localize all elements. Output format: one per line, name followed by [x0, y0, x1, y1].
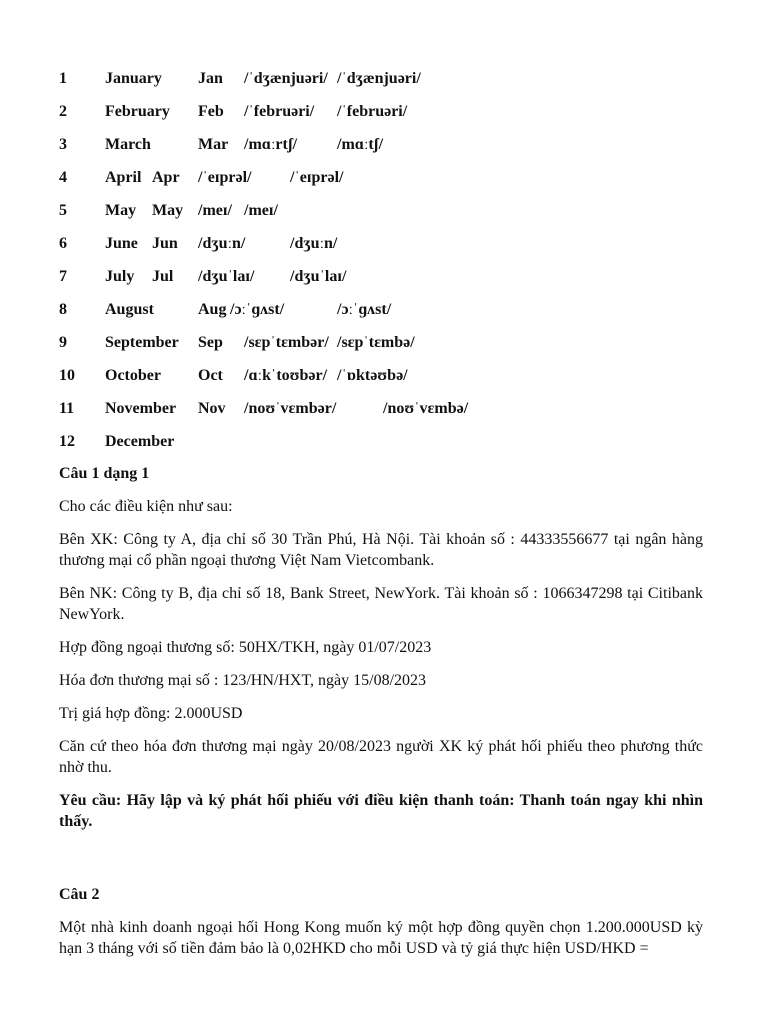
month-abbreviation: Feb: [198, 103, 224, 120]
month-abbreviation: Mar: [198, 136, 229, 153]
month-number: 4: [59, 169, 67, 186]
month-name: September: [105, 334, 179, 351]
month-pronunciation-1: /mɑːrtʃ/: [244, 136, 298, 153]
month-name: December: [105, 433, 175, 450]
month-row: [59, 200, 709, 233]
exercise-content: [59, 463, 703, 971]
month-pronunciation-2: /ɔːˈɡʌst/: [337, 301, 392, 318]
exporter-info: Bên XK: Công ty A, địa chỉ số 30 Trần Phú, Hà Nội. Tài khoản số : 44333556677 tại ngân hàng thương mại cổ phần ngoại thương Việt Nam Vietcombank.: [59, 531, 703, 569]
month-row: [59, 167, 709, 200]
month-number: 8: [59, 301, 67, 318]
month-pronunciation-2: /noʊˈvɛmbə/: [383, 400, 469, 417]
question-2-title: Câu 2: [59, 886, 100, 903]
month-number: 1: [59, 70, 67, 87]
contract-value: Trị giá hợp đồng: 2.000USD: [59, 705, 243, 722]
month-name: August: [105, 301, 154, 318]
month-row: [59, 101, 709, 134]
month-number: 2: [59, 103, 67, 120]
month-abbreviation: Jul: [152, 268, 174, 285]
month-pronunciation-1: /ˈfebruəri/: [244, 103, 315, 120]
month-abbreviation: May: [152, 202, 184, 219]
month-name: November: [105, 400, 177, 417]
month-number: 3: [59, 136, 67, 153]
month-name: June: [105, 235, 138, 252]
month-abbreviation: Sep: [198, 334, 223, 351]
month-abbreviation: Jan: [198, 70, 223, 87]
contract-info: Hợp đồng ngoại thương số: 50HX/TKH, ngày 01/07/2023: [59, 639, 432, 656]
month-abbreviation: Jun: [152, 235, 178, 252]
month-pronunciation-1: /meɪ/: [198, 202, 232, 219]
question-2-text: Một nhà kinh doanh ngoại hối Hong Kong muốn ký một hợp đồng quyền chọn 1.200.000USD kỳ hạn 3 tháng với số tiền đảm bảo là 0,02HKD cho mỗi USD và tỷ giá thực hiện USD/HKD =: [59, 919, 703, 957]
month-abbreviation: Oct: [198, 367, 223, 384]
bill-basis: Căn cứ theo hóa đơn thương mại ngày 20/08/2023 người XK ký phát hối phiếu theo phương thức nhờ thu.: [59, 738, 703, 776]
month-row: [59, 398, 709, 431]
month-pronunciation-1: /dʒuˈlaɪ/: [198, 268, 255, 285]
month-name: July: [105, 268, 135, 285]
month-name: February: [105, 103, 170, 120]
month-abbreviation: Aug: [198, 301, 227, 318]
month-row: [59, 233, 709, 266]
month-row: [59, 332, 709, 365]
month-number: 6: [59, 235, 67, 252]
month-number: 12: [59, 433, 75, 450]
importer-info: Bên NK: Công ty B, địa chỉ số 18, Bank Street, NewYork. Tài khoản số : 1066347298 tại Citibank NewYork.: [59, 585, 703, 623]
month-pronunciation-1: /ɑːkˈtoʊbər/: [244, 367, 328, 384]
month-row: [59, 365, 709, 398]
months-table: [59, 68, 709, 464]
month-number: 10: [59, 367, 75, 384]
month-pronunciation-1: /ˈdʒænjuəri/: [244, 70, 328, 87]
month-pronunciation-1: /sɛpˈtɛmbər/: [244, 334, 329, 351]
question-1-title: Câu 1 dạng 1: [59, 465, 150, 482]
month-pronunciation-1: /noʊˈvɛmbər/: [244, 400, 337, 417]
month-pronunciation-2: /mɑːtʃ/: [337, 136, 384, 153]
month-pronunciation-2: /meɪ/: [244, 202, 278, 219]
month-number: 5: [59, 202, 67, 219]
month-number: 11: [59, 400, 75, 417]
month-pronunciation-2: /ˈdʒænjuəri/: [337, 70, 421, 87]
month-number: 7: [59, 268, 67, 285]
month-pronunciation-2: /ˈfebruəri/: [337, 103, 408, 120]
month-row: [59, 266, 709, 299]
month-name: March: [105, 136, 151, 153]
month-abbreviation: Apr: [152, 169, 180, 186]
question-1-requirement: Yêu cầu: Hãy lập và ký phát hối phiếu với điều kiện thanh toán: Thanh toán ngay khi nhìn thấy.: [59, 792, 703, 830]
month-name: May: [105, 202, 137, 219]
month-pronunciation-2: /ˈɒktəʊbə/: [337, 367, 408, 384]
month-name: October: [105, 367, 161, 384]
month-abbreviation: Nov: [198, 400, 226, 417]
month-pronunciation-2: /dʒuːn/: [290, 235, 338, 252]
month-pronunciation-2: /ˈeɪprəl/: [290, 169, 344, 186]
spacer: [59, 844, 703, 884]
month-pronunciation-1: /ˈeɪprəl/: [198, 169, 252, 186]
month-name: January: [105, 70, 162, 87]
month-row: [59, 431, 709, 464]
question-1-intro: Cho các điều kiện như sau:: [59, 498, 233, 515]
month-name: April: [105, 169, 142, 186]
month-pronunciation-1: /dʒuːn/: [198, 235, 246, 252]
month-pronunciation-1: /ɔːˈɡʌst/: [230, 301, 285, 318]
month-row: [59, 68, 709, 101]
month-row: [59, 299, 709, 332]
invoice-info: Hóa đơn thương mại số : 123/HN/HXT, ngày 15/08/2023: [59, 672, 427, 689]
month-number: 9: [59, 334, 67, 351]
month-pronunciation-2: /sɛpˈtɛmbə/: [337, 334, 415, 351]
month-row: [59, 134, 709, 167]
month-pronunciation-2: /dʒuˈlaɪ/: [290, 268, 347, 285]
